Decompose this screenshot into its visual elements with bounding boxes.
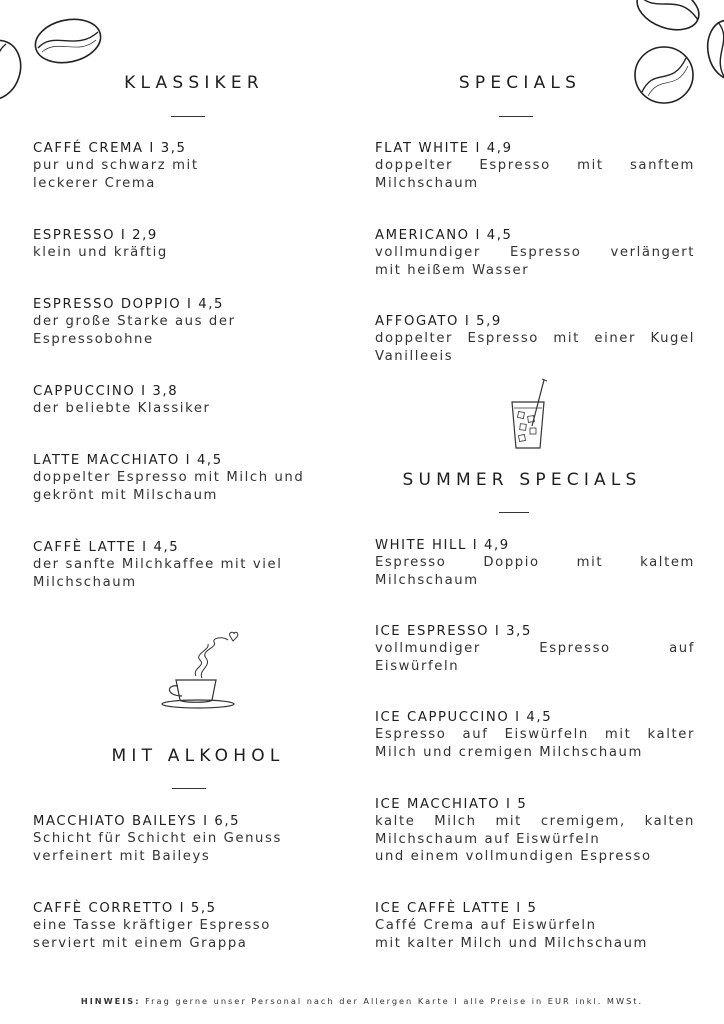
divider bbox=[499, 116, 533, 117]
item-desc: der sanfte Milchkaffee mit viel bbox=[33, 557, 283, 573]
item-desc: Milchschaum auf Eiswürfeln bbox=[375, 831, 601, 847]
menu-item bbox=[33, 296, 329, 348]
menu-item bbox=[33, 900, 329, 952]
item-desc: vollmundiger Espresso auf bbox=[375, 641, 695, 657]
item-title: CAPPUCCINO I 3,8 bbox=[33, 384, 179, 399]
item-desc: Milchschaum bbox=[375, 175, 479, 191]
menu-item bbox=[375, 313, 695, 365]
item-desc: Milchschaum bbox=[375, 572, 479, 588]
item-desc: und einem vollmundigen Espresso bbox=[375, 849, 652, 865]
item-desc: Schicht für Schicht ein Genuss bbox=[33, 831, 282, 847]
item-desc: gekrönt mit Milschaum bbox=[33, 487, 218, 503]
item-desc: verfeinert mit Baileys bbox=[33, 848, 211, 864]
menu-item bbox=[33, 383, 329, 418]
item-desc: Milchschaum bbox=[33, 574, 137, 590]
coffee-bean-icon bbox=[32, 16, 104, 66]
menu-item bbox=[375, 227, 695, 279]
item-title: CAFFÈ LATTE I 4,5 bbox=[33, 540, 180, 555]
item-title: CAFFÉ CREMA I 3,5 bbox=[33, 141, 187, 156]
item-desc: vollmundiger Espresso verlängert bbox=[375, 245, 695, 261]
footer-label: HINWEIS: bbox=[80, 996, 141, 1006]
menu-item bbox=[375, 140, 695, 192]
item-title: ICE MACCHIATO I 5 bbox=[375, 797, 528, 812]
item-desc: Milch und cremigen Milchschaum bbox=[375, 744, 643, 760]
item-desc: der große Starke aus der bbox=[33, 314, 236, 330]
item-desc: mit heißem Wasser bbox=[375, 262, 530, 278]
item-desc: der beliebte Klassiker bbox=[33, 401, 211, 417]
footer-note bbox=[0, 996, 724, 1006]
item-title: MACCHIATO BAILEYS I 6,5 bbox=[33, 814, 241, 829]
item-desc: doppelter Espresso mit einer Kugel bbox=[375, 331, 695, 347]
menu-item bbox=[33, 227, 329, 262]
coffee-bean-icon bbox=[704, 18, 724, 82]
item-title: ICE ESPRESSO I 3,5 bbox=[375, 624, 532, 639]
item-desc: doppelter Espresso mit Milch und bbox=[33, 470, 305, 486]
item-title: FLAT WHITE I 4,9 bbox=[375, 141, 513, 156]
section-heading-alkohol: MIT ALKOHOL bbox=[111, 746, 285, 766]
section-heading-klassiker: KLASSIKER bbox=[124, 73, 264, 93]
item-title: ESPRESSO DOPPIO I 4,5 bbox=[33, 297, 225, 312]
coffee-bean-icon bbox=[632, 0, 704, 32]
divider bbox=[172, 788, 206, 789]
divider bbox=[171, 116, 205, 117]
menu-item bbox=[33, 539, 329, 591]
menu-item bbox=[375, 537, 695, 589]
coffee-cup-icon bbox=[160, 630, 244, 712]
item-desc: serviert mit einem Grappa bbox=[33, 935, 248, 951]
item-title: CAFFÈ CORRETTO I 5,5 bbox=[33, 901, 217, 916]
coffee-bean-icon bbox=[632, 44, 696, 106]
item-desc: Eiswürfeln bbox=[375, 658, 460, 674]
menu-item bbox=[375, 796, 695, 866]
item-title: ESPRESSO I 2,9 bbox=[33, 228, 158, 243]
item-desc: leckerer Crema bbox=[33, 175, 156, 191]
coffee-bean-icon bbox=[0, 38, 30, 102]
section-heading-summer: SUMMER SPECIALS bbox=[402, 470, 642, 490]
menu-item bbox=[375, 900, 695, 952]
menu-item bbox=[33, 813, 329, 865]
item-desc: eine Tasse kräftiger Espresso bbox=[33, 918, 271, 934]
item-desc: klein und kräftig bbox=[33, 245, 168, 261]
item-title: AFFOGATO I 5,9 bbox=[375, 314, 502, 329]
footer-text: Frag gerne unser Personal nach der Allergen Karte I alle Preise in EUR inkl. MWSt. bbox=[140, 996, 644, 1006]
iced-drink-icon bbox=[506, 378, 550, 452]
item-desc: Espresso auf Eiswürfeln mit kalter bbox=[375, 727, 695, 743]
item-title: AMERICANO I 4,5 bbox=[375, 228, 513, 243]
item-desc: Espressobohne bbox=[33, 331, 154, 347]
item-title: LATTE MACCHIATO I 4,5 bbox=[33, 453, 223, 468]
item-desc: Caffé Crema auf Eiswürfeln bbox=[375, 918, 597, 934]
item-desc: doppelter Espresso mit sanftem bbox=[375, 158, 695, 174]
item-desc: Espresso Doppio mit kaltem bbox=[375, 555, 695, 571]
item-desc: mit kalter Milch und Milchschaum bbox=[375, 935, 648, 951]
item-desc: pur und schwarz mit bbox=[33, 158, 199, 174]
menu-item bbox=[375, 709, 695, 761]
menu-item bbox=[33, 452, 333, 504]
item-title: ICE CAPPUCCINO I 4,5 bbox=[375, 710, 553, 725]
item-desc: kalte Milch mit cremigem, kalten bbox=[375, 814, 695, 830]
section-heading-specials: SPECIALS bbox=[458, 73, 582, 93]
menu-item bbox=[33, 140, 329, 192]
item-desc: Vanilleeis bbox=[375, 348, 454, 364]
item-title: WHITE HILL I 4,9 bbox=[375, 538, 510, 553]
menu-item bbox=[375, 623, 695, 675]
item-title: ICE CAFFÈ LATTE I 5 bbox=[375, 901, 538, 916]
divider bbox=[499, 512, 529, 513]
